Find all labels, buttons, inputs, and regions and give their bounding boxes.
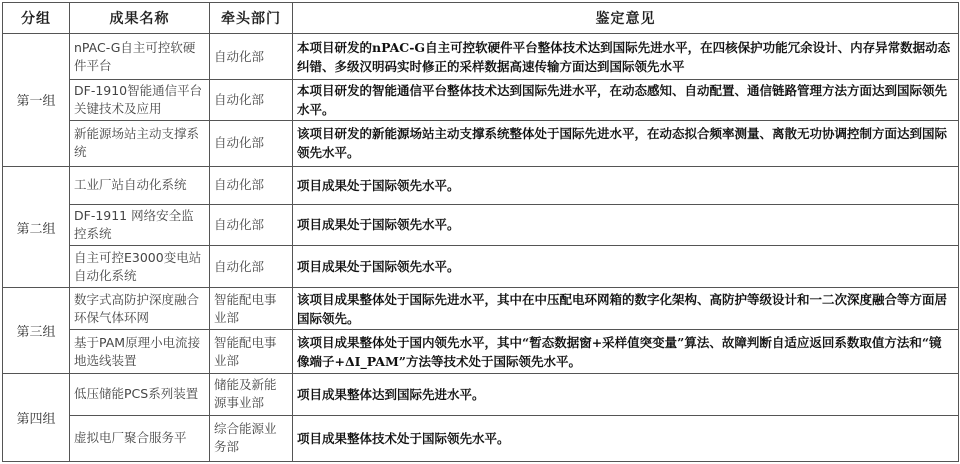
appraisal-opinion: 项目成果处于国际领先水平。 (293, 166, 959, 204)
achievement-name: 自主可控E3000变电站自动化系统 (70, 246, 210, 288)
achievement-name: 数字式高防护深度融合环保气体环网 (70, 288, 210, 330)
table-row (3, 204, 959, 246)
achievement-name: nPAC-G自主可控软硬件平台 (70, 34, 210, 80)
appraisal-opinion: 项目成果处于国际领先水平。 (293, 246, 959, 288)
appraisal-table (2, 2, 959, 462)
lead-department: 储能及新能源事业部 (210, 374, 293, 416)
achievement-name: 工业厂站自动化系统 (70, 166, 210, 204)
table-row (3, 80, 959, 121)
table-row (3, 374, 959, 416)
header-dept: 牵头部门 (210, 3, 293, 34)
appraisal-opinion: 该项目成果整体处于国内领先水平，其中“暂态数据窗+采样值突变量”算法、故障判断自适应返回系数取值方法和“镜像端子+ΔI_PAM”方法等技术处于国际领先水平。 (293, 330, 959, 374)
appraisal-opinion: 项目成果处于国际领先水平。 (293, 204, 959, 246)
table-row (3, 120, 959, 166)
appraisal-opinion: 该项目成果整体处于国际先进水平，其中在中压配电环网箱的数字化架构、高防护等级设计和一二次深度融合等方面居国际领先。 (293, 288, 959, 330)
header-opinion: 鉴定意见 (293, 3, 959, 34)
group-label: 第一组 (3, 34, 70, 167)
lead-department: 智能配电事业部 (210, 288, 293, 330)
table-row (3, 415, 959, 461)
table-row (3, 246, 959, 288)
lead-department: 自动化部 (210, 246, 293, 288)
table-row (3, 34, 959, 80)
appraisal-opinion: 该项目研发的新能源场站主动支撑系统整体处于国际先进水平，在动态拟合频率测量、离散无功协调控制方面达到国际领先水平。 (293, 120, 959, 166)
achievement-name: 虚拟电厂聚合服务平 (70, 415, 210, 461)
achievement-name: DF-1911 网络安全监控系统 (70, 204, 210, 246)
table-row (3, 288, 959, 330)
achievement-name: 新能源场站主动支撑系统 (70, 120, 210, 166)
header-name: 成果名称 (70, 3, 210, 34)
group-label: 第四组 (3, 374, 70, 462)
lead-department: 自动化部 (210, 120, 293, 166)
lead-department: 自动化部 (210, 204, 293, 246)
appraisal-opinion: 项目成果整体技术处于国际领先水平。 (293, 415, 959, 461)
lead-department: 自动化部 (210, 34, 293, 80)
appraisal-opinion: 本项目研发的nPAC-G自主可控软硬件平台整体技术达到国际先进水平，在四核保护功能冗余设计、内存异常数据动态纠错、多级汉明码实时修正的采样数据高速传输方面达到国际领先水平 (293, 34, 959, 80)
achievement-name: 基于PAM原理小电流接地选线装置 (70, 330, 210, 374)
achievement-name: DF-1910智能通信平台关键技术及应用 (70, 80, 210, 121)
table-row (3, 166, 959, 204)
lead-department: 自动化部 (210, 166, 293, 204)
table-body (3, 34, 959, 462)
group-label: 第三组 (3, 288, 70, 374)
group-label: 第二组 (3, 166, 70, 287)
header-group: 分组 (3, 3, 70, 34)
achievement-name: 低压储能PCS系列装置 (70, 374, 210, 416)
header-row (3, 3, 959, 34)
lead-department: 自动化部 (210, 80, 293, 121)
lead-department: 智能配电事业部 (210, 330, 293, 374)
appraisal-opinion: 项目成果整体达到国际先进水平。 (293, 374, 959, 416)
lead-department: 综合能源业务部 (210, 415, 293, 461)
appraisal-opinion: 本项目研发的智能通信平台整体技术达到国际先进水平，在动态感知、自动配置、通信链路管理方法方面达到国际领先水平。 (293, 80, 959, 121)
table-row (3, 330, 959, 374)
